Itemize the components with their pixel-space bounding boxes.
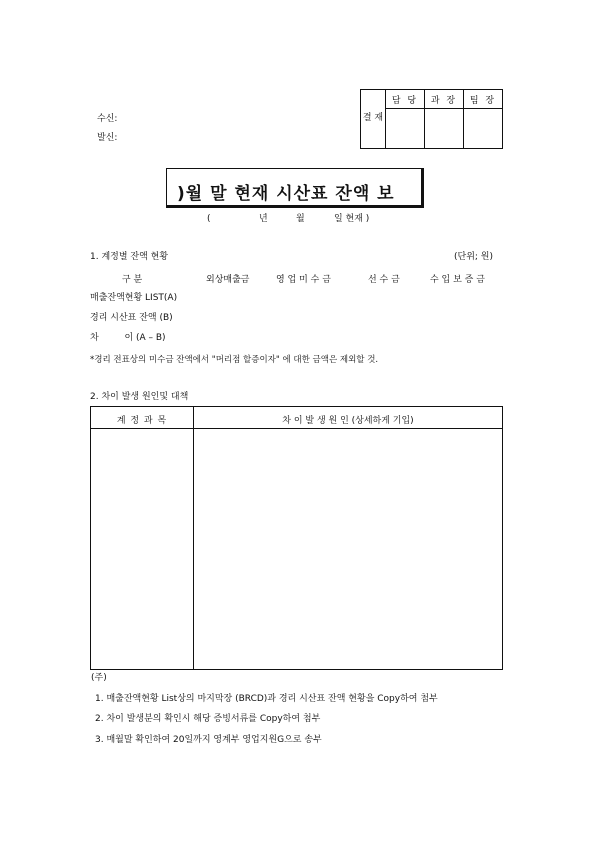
col-account-title: 계 정 과 목 (116, 416, 168, 426)
note-item: 2. 차이 발생분의 확인시 해당 증빙서류를 Copy하여 첨부 (95, 714, 321, 724)
col-advance-received: 선 수 금 (368, 275, 400, 285)
section2-title: 2. 차이 발생 원인및 대책 (90, 392, 189, 402)
approval-col-team-leader: 팀 장 (464, 90, 503, 109)
approval-sign-cell[interactable] (386, 109, 425, 149)
col-cause-detail: 차 이 발 생 원 인 (상세하게 기입) (282, 416, 414, 426)
col-accounts-receivable: 외상매출금 (206, 275, 250, 285)
header-divider (91, 428, 502, 429)
approval-label: 결 재 (361, 90, 386, 149)
approval-col-manager: 담 당 (386, 90, 425, 109)
unit-label: (단위; 원) (454, 252, 493, 262)
cause-table (90, 406, 503, 670)
approval-sign-cell[interactable] (425, 109, 464, 149)
section1-note: *경리 전표상의 미수금 잔액에서 "머리점 할증이자" 에 대한 금액은 제외할 것. (90, 355, 379, 365)
row-ledger-balance: 경리 시산표 잔액 (B) (90, 313, 173, 323)
date-open-paren: ( (207, 214, 211, 224)
column-divider (193, 407, 194, 669)
notes-heading: (주) (91, 673, 107, 683)
title-box (166, 168, 424, 208)
date-month-label: 월 (296, 214, 305, 224)
col-import-deposit: 수 입 보 증 금 (430, 275, 485, 285)
row-sales-balance: 매출잔액현황 LIST(A) (90, 293, 178, 303)
col-operating-receivable: 영 업 미 수 금 (276, 275, 331, 285)
receiver-label: 수신: (97, 114, 118, 124)
row-difference: 차 이 (A – B) (90, 333, 166, 343)
note-item: 1. 매출잔액현황 List상의 마지막장 (BRCD)과 경리 시산표 잔액 현황을 Copy하여 첨부 (95, 694, 438, 704)
document-title: )월 말 현재 시산표 잔액 보 (177, 184, 395, 204)
col-category: 구 분 (122, 275, 143, 285)
approval-col-section-chief: 과 장 (425, 90, 464, 109)
section1-title: 1. 계정별 잔액 현황 (90, 252, 169, 262)
sender-label: 발신: (97, 133, 118, 143)
date-year-label: 년 (259, 214, 268, 224)
note-item: 3. 매월말 확인하여 20일까지 영계부 영업지원G으로 송부 (95, 735, 322, 745)
approval-sign-cell[interactable] (464, 109, 503, 149)
date-day-label: 일 현재 ) (334, 214, 370, 224)
approval-box (360, 89, 503, 149)
